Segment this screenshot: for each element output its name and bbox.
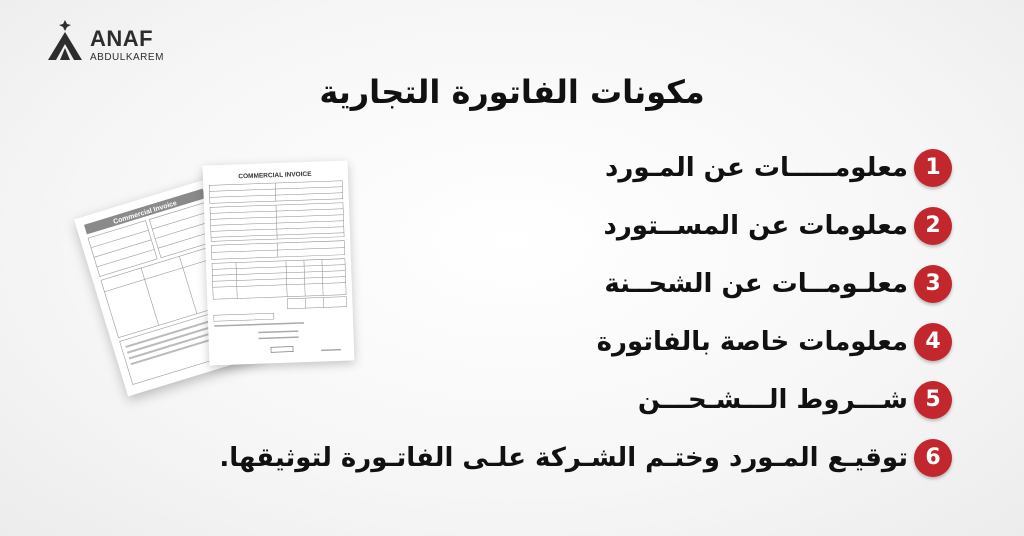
list-item-text: توقيـع المـورد وختـم الشـركة علـى الفاتـورة لتوثيقها. — [219, 443, 908, 473]
list-item — [192, 146, 952, 190]
brand-logo — [46, 18, 166, 68]
number-badge: 4 — [914, 323, 952, 361]
brand-name: ANAF — [90, 26, 154, 51]
number-badge: 6 — [914, 439, 952, 477]
components-list — [192, 146, 952, 494]
number-badge: 5 — [914, 381, 952, 419]
page-title: مكونات الفاتورة التجارية — [319, 73, 705, 111]
number-badge: 3 — [914, 265, 952, 303]
list-item — [192, 436, 952, 480]
brand-subtitle: ABDULKAREM — [90, 52, 164, 63]
list-item — [192, 204, 952, 248]
list-item-text: معلومات عن المســتورد — [603, 211, 908, 241]
list-item-text: شـــروط الـــشـحـــن — [637, 385, 908, 415]
list-item-text: معلـومــات عن الشحــنة — [604, 269, 908, 299]
list-item — [192, 262, 952, 306]
back-doc-title: Commercial Invoice — [112, 199, 178, 226]
list-item-text: معلومات خاصة بالفاتورة — [596, 327, 908, 357]
number-badge: 2 — [914, 207, 952, 245]
anaf-logo-icon — [46, 18, 84, 62]
list-item — [192, 320, 952, 364]
number-badge: 1 — [914, 149, 952, 187]
list-item-text: معلومـــــات عن المـورد — [605, 153, 908, 183]
list-item — [192, 378, 952, 422]
front-doc-title: COMMERCIAL INVOICE — [238, 170, 312, 181]
